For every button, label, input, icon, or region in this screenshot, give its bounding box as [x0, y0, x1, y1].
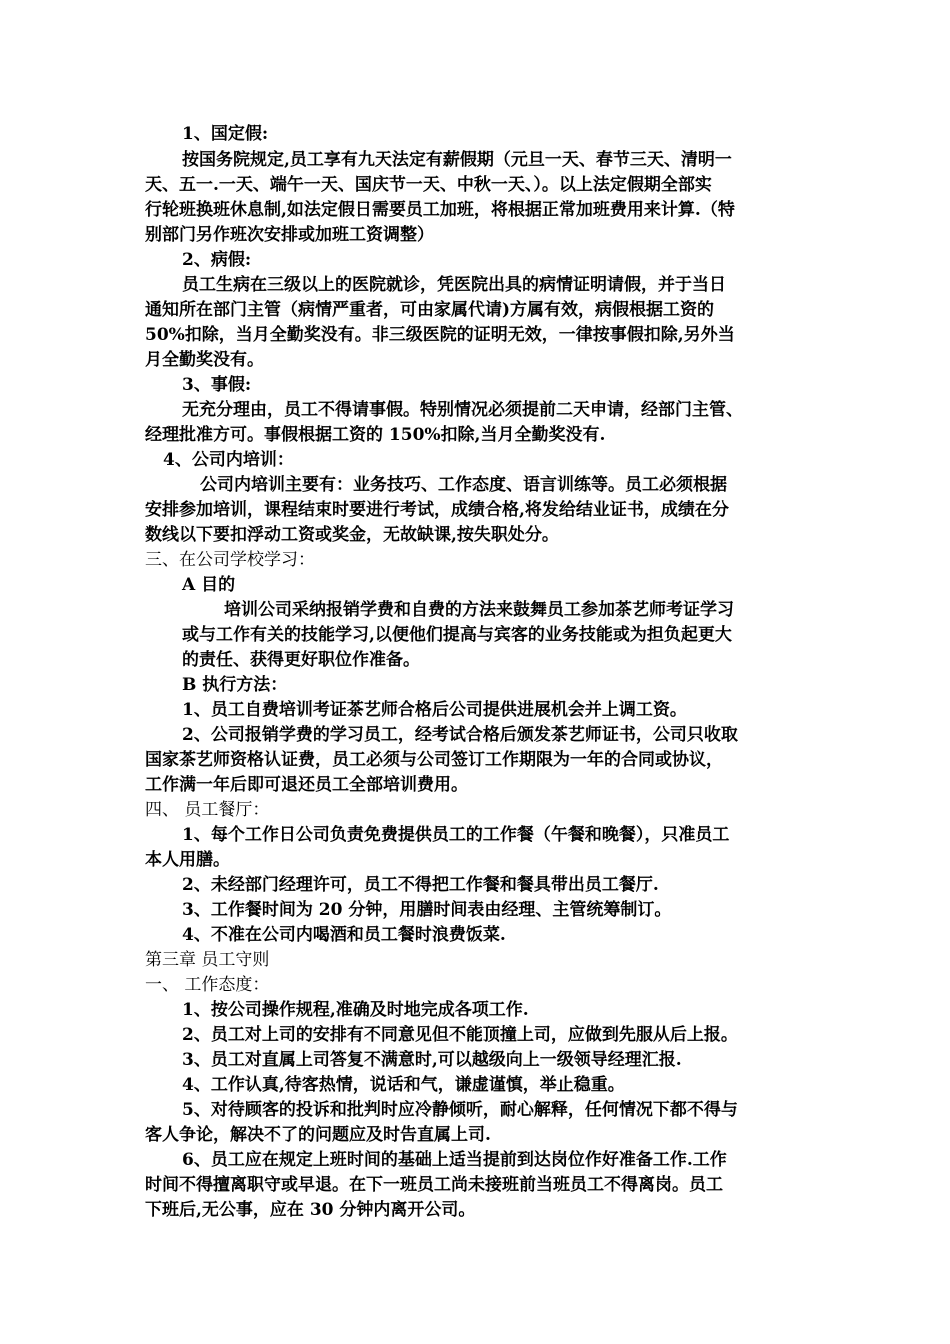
text-line: 1、员工自费培训考证茶艺师合格后公司提供进展机会并上调工资。	[182, 700, 687, 720]
text-line: 2、员工对上司的安排有不同意见但不能顶撞上司，应做到先服从后上报。	[182, 1025, 738, 1045]
text-line: 1、国定假:	[182, 124, 269, 144]
text-line: 按国务院规定,员工享有九天法定有薪假期（元旦一天、春节三天、清明一	[182, 150, 732, 170]
text-line: 国家茶艺师资格认证费，员工必须与公司签订工作期限为一年的合同或协议，	[145, 750, 723, 770]
text-line: 数线以下要扣浮动工资或奖金，无故缺课,按失职处分。	[145, 525, 559, 545]
text-line: 通知所在部门主管（病情严重者，可由家属代请)方属有效，病假根据工资的	[145, 300, 715, 320]
text-line: 时间不得擅离职守或早退。在下一班员工尚未接班前当班员工不得离岗。员工	[145, 1175, 723, 1195]
text-line: 客人争论，解决不了的问题应及时告直属上司.	[145, 1125, 491, 1145]
text-line: 4、公司内培训：	[163, 450, 294, 470]
text-line: 2、病假:	[182, 250, 252, 270]
text-line: 工作满一年后即可退还员工全部培训费用。	[145, 775, 468, 795]
text-line: 四、 员工餐厅：	[145, 800, 270, 820]
text-line: 4、不准在公司内喝酒和员工餐时浪费饭菜.	[182, 925, 506, 945]
text-line: 3、工作餐时间为 20 分钟，用膳时间表由经理、主管统筹制订。	[182, 900, 672, 920]
text-line: 别部门另作班次安排或加班工资调整）	[145, 225, 434, 245]
text-line: 本人用膳。	[145, 850, 230, 870]
text-line: 月全勤奖没有。	[145, 350, 264, 370]
text-line: 5、对待顾客的投诉和批判时应冷静倾听，耐心解释，任何情况下都不得与	[182, 1100, 738, 1120]
text-line: 或与工作有关的技能学习,以便他们提高与宾客的业务技能或为担负起更大	[182, 625, 732, 645]
text-line: 天、五一.一天、端午一天、国庆节一天、中秋一天、）。以上法定假期全部实	[145, 175, 712, 195]
text-line: 一、 工作态度：	[145, 975, 270, 995]
text-line: 第三章 员工守则	[145, 950, 270, 970]
text-line: 行轮班换班休息制,如法定假日需要员工加班，将根据正常加班费用来计算.（特	[145, 200, 735, 220]
text-line: 员工生病在三级以上的医院就诊，凭医院出具的病情证明请假，并于当日	[182, 275, 726, 295]
text-line: 的责任、获得更好职位作准备。	[182, 650, 420, 670]
text-line: 安排参加培训，课程结束时要进行考试，成绩合格,将发给结业证书，成绩在分	[145, 500, 729, 520]
text-line: 50%扣除，当月全勤奖没有。非三级医院的证明无效，一律按事假扣除,另外当	[145, 325, 735, 345]
text-line: 3、员工对直属上司答复不满意时,可以越级向上一级领导经理汇报.	[182, 1050, 682, 1070]
text-line: 1、每个工作日公司负责免费提供员工的工作餐（午餐和晚餐），只准员工	[182, 825, 730, 845]
text-line: 下班后,无公事，应在 30 分钟内离开公司。	[145, 1200, 476, 1220]
text-line: B 执行方法：	[182, 675, 288, 695]
text-line: 1、按公司操作规程,准确及时地完成各项工作.	[182, 1000, 529, 1020]
text-line: 公司内培训主要有：业务技巧、工作态度、语言训练等。员工必须根据	[200, 475, 727, 495]
text-line: 4、工作认真,待客热情，说话和气，谦虚谨慎，举止稳重。	[182, 1075, 625, 1095]
text-line: 培训公司采纳报销学费和自费的方法来鼓舞员工参加茶艺师考证学习	[224, 600, 734, 620]
text-line: A 目的	[182, 575, 236, 595]
text-line: 6、员工应在规定上班时间的基础上适当提前到达岗位作好准备工作.工作	[182, 1150, 727, 1170]
text-line: 经理批准方可。事假根据工资的 150%扣除,当月全勤奖没有.	[145, 425, 606, 445]
text-line: 三、在公司学校学习：	[145, 550, 315, 570]
text-line: 2、公司报销学费的学习员工，经考试合格后颁发茶艺师证书，公司只收取	[182, 725, 738, 745]
text-line: 3、事假:	[182, 375, 252, 395]
text-line: 无充分理由，员工不得请事假。特别情况必须提前二天申请，经部门主管、	[182, 400, 743, 420]
text-line: 2、未经部门经理许可，员工不得把工作餐和餐具带出员工餐厅.	[182, 875, 659, 895]
